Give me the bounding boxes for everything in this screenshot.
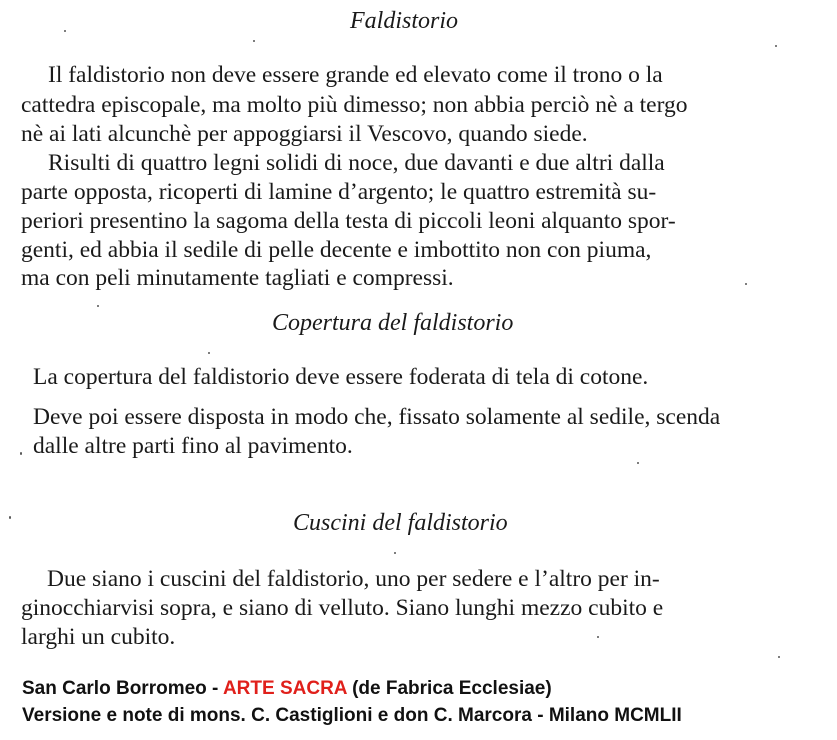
text-line: Il faldistorio non deve essere grande ed elevato come il trono o la — [48, 62, 663, 88]
source-caption — [22, 678, 552, 700]
scan-speck — [20, 452, 22, 455]
text-line: periori presentino la sagoma della testa di piccoli leoni alquanto spor- — [21, 208, 676, 234]
edition-note: Versione e note di mons. C. Castiglioni e don C. Marcora - Milano MCMLII — [22, 705, 682, 726]
text-line: ma con peli minutamente tagliati e compressi. — [21, 265, 454, 291]
scan-speck — [394, 552, 396, 554]
text-line: La copertura del faldistorio deve essere foderata di tela di cotone. — [33, 364, 649, 390]
scan-speck — [208, 352, 210, 354]
scan-speck — [745, 283, 747, 285]
scan-speck — [637, 462, 639, 464]
text-line: ginocchiarvisi sopra, e siano di velluto. Siano lunghi mezzo cubito e — [21, 595, 664, 621]
section-heading-copertura: Copertura del faldistorio — [272, 310, 514, 336]
scan-speck — [64, 30, 66, 32]
section-heading-cuscini: Cuscini del faldistorio — [293, 510, 508, 536]
scan-speck — [597, 636, 599, 638]
text-line: genti, ed abbia il sedile di pelle decente e imbottito non con piuma, — [21, 237, 652, 263]
text-line: Risulti di quattro legni solidi di noce, due davanti e due altri dalla — [48, 150, 665, 176]
work-title: ARTE SACRA — [222, 678, 347, 699]
scan-speck — [253, 40, 255, 42]
text-line: Due siano i cuscini del faldistorio, uno per sedere e l’altro per in- — [47, 566, 660, 592]
text-line: nè ai lati alcunchè per appoggiarsi il Vescovo, quando siede. — [21, 121, 588, 147]
work-subtitle: (de Fabrica Ecclesiae) — [346, 678, 552, 699]
section-heading-faldistorio: Faldistorio — [350, 8, 459, 34]
text-line: cattedra episcopale, ma molto più dimesso; non abbia perciò nè a tergo — [21, 92, 688, 118]
text-line: parte opposta, ricoperti di lamine d’argento; le quattro estremità su- — [21, 179, 657, 205]
scan-speck — [775, 45, 777, 47]
scan-speck — [778, 656, 780, 658]
text-line: dalle altre parti fino al pavimento. — [33, 433, 353, 459]
scan-speck — [97, 305, 99, 307]
author-text: San Carlo Borromeo - — [22, 678, 223, 699]
scan-speck — [9, 516, 11, 519]
text-line: larghi un cubito. — [21, 624, 176, 650]
text-line: Deve poi essere disposta in modo che, fissato solamente al sedile, scenda — [33, 404, 721, 430]
